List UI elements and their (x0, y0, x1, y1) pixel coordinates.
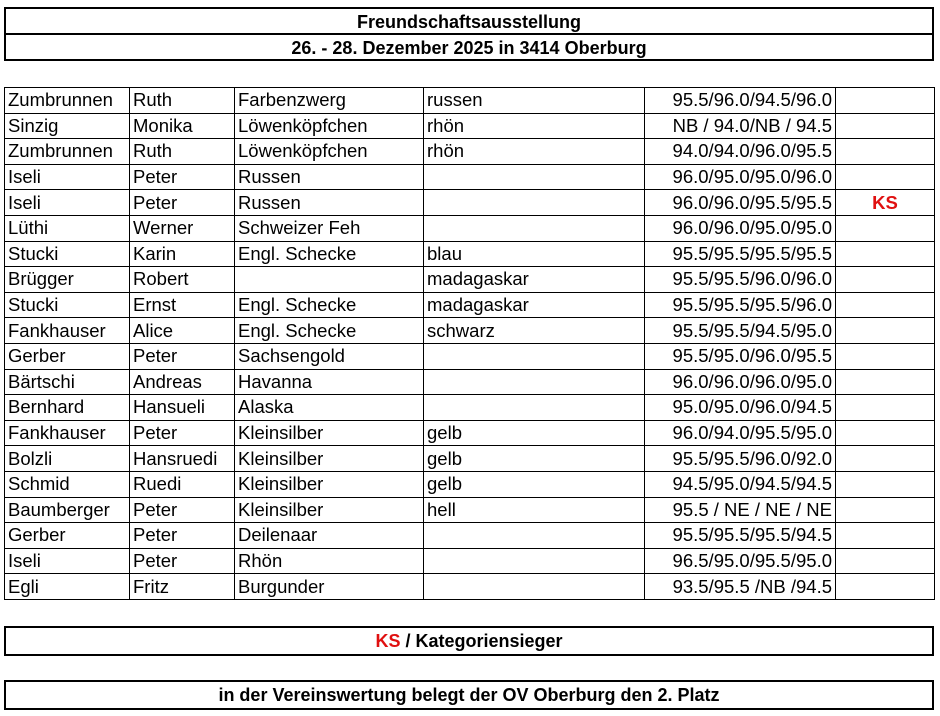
scores-cell: 94.5/95.0/94.5/94.5 (645, 471, 836, 497)
first-name-cell: Peter (130, 164, 235, 190)
last-name-cell: Brügger (5, 267, 130, 293)
color-cell: rhön (424, 113, 645, 139)
color-cell: blau (424, 241, 645, 267)
table-row (5, 343, 935, 369)
breed-cell: Engl. Schecke (235, 241, 424, 267)
legend-abbreviation: KS (375, 631, 401, 651)
color-cell (424, 164, 645, 190)
award-cell (836, 215, 935, 241)
first-name-cell: Ruth (130, 88, 235, 114)
table-row (5, 574, 935, 600)
legend (4, 626, 934, 656)
award-cell (836, 267, 935, 293)
award-cell (836, 471, 935, 497)
scores-cell: 96.0/95.0/95.0/96.0 (645, 164, 836, 190)
table-row (5, 523, 935, 549)
scores-cell: 95.5/95.0/96.0/95.5 (645, 343, 836, 369)
first-name-cell: Fritz (130, 574, 235, 600)
first-name-cell: Ruth (130, 139, 235, 165)
award-cell (836, 446, 935, 472)
table-row (5, 318, 935, 344)
award-cell (836, 88, 935, 114)
first-name-cell: Ruedi (130, 471, 235, 497)
breed-cell: Sachsengold (235, 343, 424, 369)
color-cell: rhön (424, 139, 645, 165)
breed-cell: Kleinsilber (235, 446, 424, 472)
table-row (5, 190, 935, 216)
last-name-cell: Zumbrunnen (5, 139, 130, 165)
award-cell: KS (836, 190, 935, 216)
color-cell: madagaskar (424, 292, 645, 318)
results-table (4, 87, 935, 600)
last-name-cell: Iseli (5, 164, 130, 190)
scores-cell: 95.5/95.5/95.5/95.5 (645, 241, 836, 267)
club-ranking-note: in der Vereinswertung belegt der OV Oberburg den 2. Platz (4, 680, 934, 710)
breed-cell: Löwenköpfchen (235, 113, 424, 139)
color-cell (424, 395, 645, 421)
last-name-cell: Iseli (5, 190, 130, 216)
breed-cell: Engl. Schecke (235, 292, 424, 318)
scores-cell: 94.0/94.0/96.0/95.5 (645, 139, 836, 165)
last-name-cell: Lüthi (5, 215, 130, 241)
breed-cell (235, 267, 424, 293)
scores-cell: 95.0/95.0/96.0/94.5 (645, 395, 836, 421)
table-row (5, 471, 935, 497)
breed-cell: Russen (235, 164, 424, 190)
last-name-cell: Bolzli (5, 446, 130, 472)
color-cell (424, 523, 645, 549)
award-cell (836, 241, 935, 267)
last-name-cell: Sinzig (5, 113, 130, 139)
first-name-cell: Karin (130, 241, 235, 267)
table-row (5, 164, 935, 190)
table-row (5, 446, 935, 472)
last-name-cell: Fankhauser (5, 420, 130, 446)
scores-cell: 95.5/95.5/96.0/96.0 (645, 267, 836, 293)
color-cell: russen (424, 88, 645, 114)
table-row (5, 113, 935, 139)
award-cell (836, 164, 935, 190)
last-name-cell: Zumbrunnen (5, 88, 130, 114)
color-cell (424, 343, 645, 369)
scores-cell: 95.5/96.0/94.5/96.0 (645, 88, 836, 114)
color-cell: schwarz (424, 318, 645, 344)
first-name-cell: Hansueli (130, 395, 235, 421)
first-name-cell: Peter (130, 548, 235, 574)
legend-text: / Kategoriensieger (400, 631, 563, 651)
award-cell (836, 548, 935, 574)
first-name-cell: Alice (130, 318, 235, 344)
scores-cell: 96.0/96.0/95.5/95.5 (645, 190, 836, 216)
award-cell (836, 574, 935, 600)
last-name-cell: Bernhard (5, 395, 130, 421)
first-name-cell: Robert (130, 267, 235, 293)
last-name-cell: Bärtschi (5, 369, 130, 395)
breed-cell: Löwenköpfchen (235, 139, 424, 165)
last-name-cell: Iseli (5, 548, 130, 574)
first-name-cell: Peter (130, 343, 235, 369)
last-name-cell: Fankhauser (5, 318, 130, 344)
results-body (5, 88, 935, 600)
breed-cell: Russen (235, 190, 424, 216)
color-cell: madagaskar (424, 267, 645, 293)
scores-cell: 95.5/95.5/94.5/95.0 (645, 318, 836, 344)
first-name-cell: Monika (130, 113, 235, 139)
award-cell (836, 497, 935, 523)
award-cell (836, 292, 935, 318)
first-name-cell: Peter (130, 497, 235, 523)
breed-cell: Kleinsilber (235, 420, 424, 446)
table-row (5, 420, 935, 446)
table-row (5, 292, 935, 318)
color-cell (424, 574, 645, 600)
award-cell (836, 420, 935, 446)
color-cell (424, 215, 645, 241)
last-name-cell: Schmid (5, 471, 130, 497)
award-cell (836, 395, 935, 421)
first-name-cell: Peter (130, 190, 235, 216)
award-cell (836, 523, 935, 549)
table-row (5, 395, 935, 421)
color-cell (424, 548, 645, 574)
scores-cell: 95.5/95.5/95.5/94.5 (645, 523, 836, 549)
breed-cell: Deilenaar (235, 523, 424, 549)
color-cell (424, 190, 645, 216)
breed-cell: Burgunder (235, 574, 424, 600)
breed-cell: Kleinsilber (235, 497, 424, 523)
scores-cell: 95.5/95.5/95.5/96.0 (645, 292, 836, 318)
breed-cell: Havanna (235, 369, 424, 395)
table-row (5, 215, 935, 241)
award-cell (836, 113, 935, 139)
scores-cell: NB / 94.0/NB / 94.5 (645, 113, 836, 139)
exhibition-date-location: 26. - 28. Dezember 2025 in 3414 Oberburg (4, 33, 934, 61)
scores-cell: 96.0/94.0/95.5/95.0 (645, 420, 836, 446)
table-row (5, 369, 935, 395)
award-cell (836, 343, 935, 369)
scores-cell: 96.5/95.0/95.5/95.0 (645, 548, 836, 574)
breed-cell: Farbenzwerg (235, 88, 424, 114)
breed-cell: Schweizer Feh (235, 215, 424, 241)
exhibition-title: Freundschaftsausstellung (4, 7, 934, 35)
breed-cell: Alaska (235, 395, 424, 421)
last-name-cell: Gerber (5, 523, 130, 549)
color-cell: gelb (424, 420, 645, 446)
award-cell (836, 369, 935, 395)
breed-cell: Engl. Schecke (235, 318, 424, 344)
last-name-cell: Gerber (5, 343, 130, 369)
table-row (5, 548, 935, 574)
first-name-cell: Andreas (130, 369, 235, 395)
breed-cell: Rhön (235, 548, 424, 574)
award-cell (836, 318, 935, 344)
scores-cell: 96.0/96.0/95.0/95.0 (645, 215, 836, 241)
table-row (5, 267, 935, 293)
first-name-cell: Hansruedi (130, 446, 235, 472)
first-name-cell: Ernst (130, 292, 235, 318)
award-cell (836, 139, 935, 165)
color-cell (424, 369, 645, 395)
table-row (5, 497, 935, 523)
table-row (5, 139, 935, 165)
color-cell: hell (424, 497, 645, 523)
color-cell: gelb (424, 446, 645, 472)
breed-cell: Kleinsilber (235, 471, 424, 497)
last-name-cell: Baumberger (5, 497, 130, 523)
table-row (5, 88, 935, 114)
scores-cell: 95.5 / NE / NE / NE (645, 497, 836, 523)
scores-cell: 96.0/96.0/96.0/95.0 (645, 369, 836, 395)
scores-cell: 95.5/95.5/96.0/92.0 (645, 446, 836, 472)
table-row (5, 241, 935, 267)
last-name-cell: Stucki (5, 241, 130, 267)
last-name-cell: Egli (5, 574, 130, 600)
first-name-cell: Peter (130, 523, 235, 549)
first-name-cell: Peter (130, 420, 235, 446)
scores-cell: 93.5/95.5 /NB /94.5 (645, 574, 836, 600)
first-name-cell: Werner (130, 215, 235, 241)
color-cell: gelb (424, 471, 645, 497)
last-name-cell: Stucki (5, 292, 130, 318)
